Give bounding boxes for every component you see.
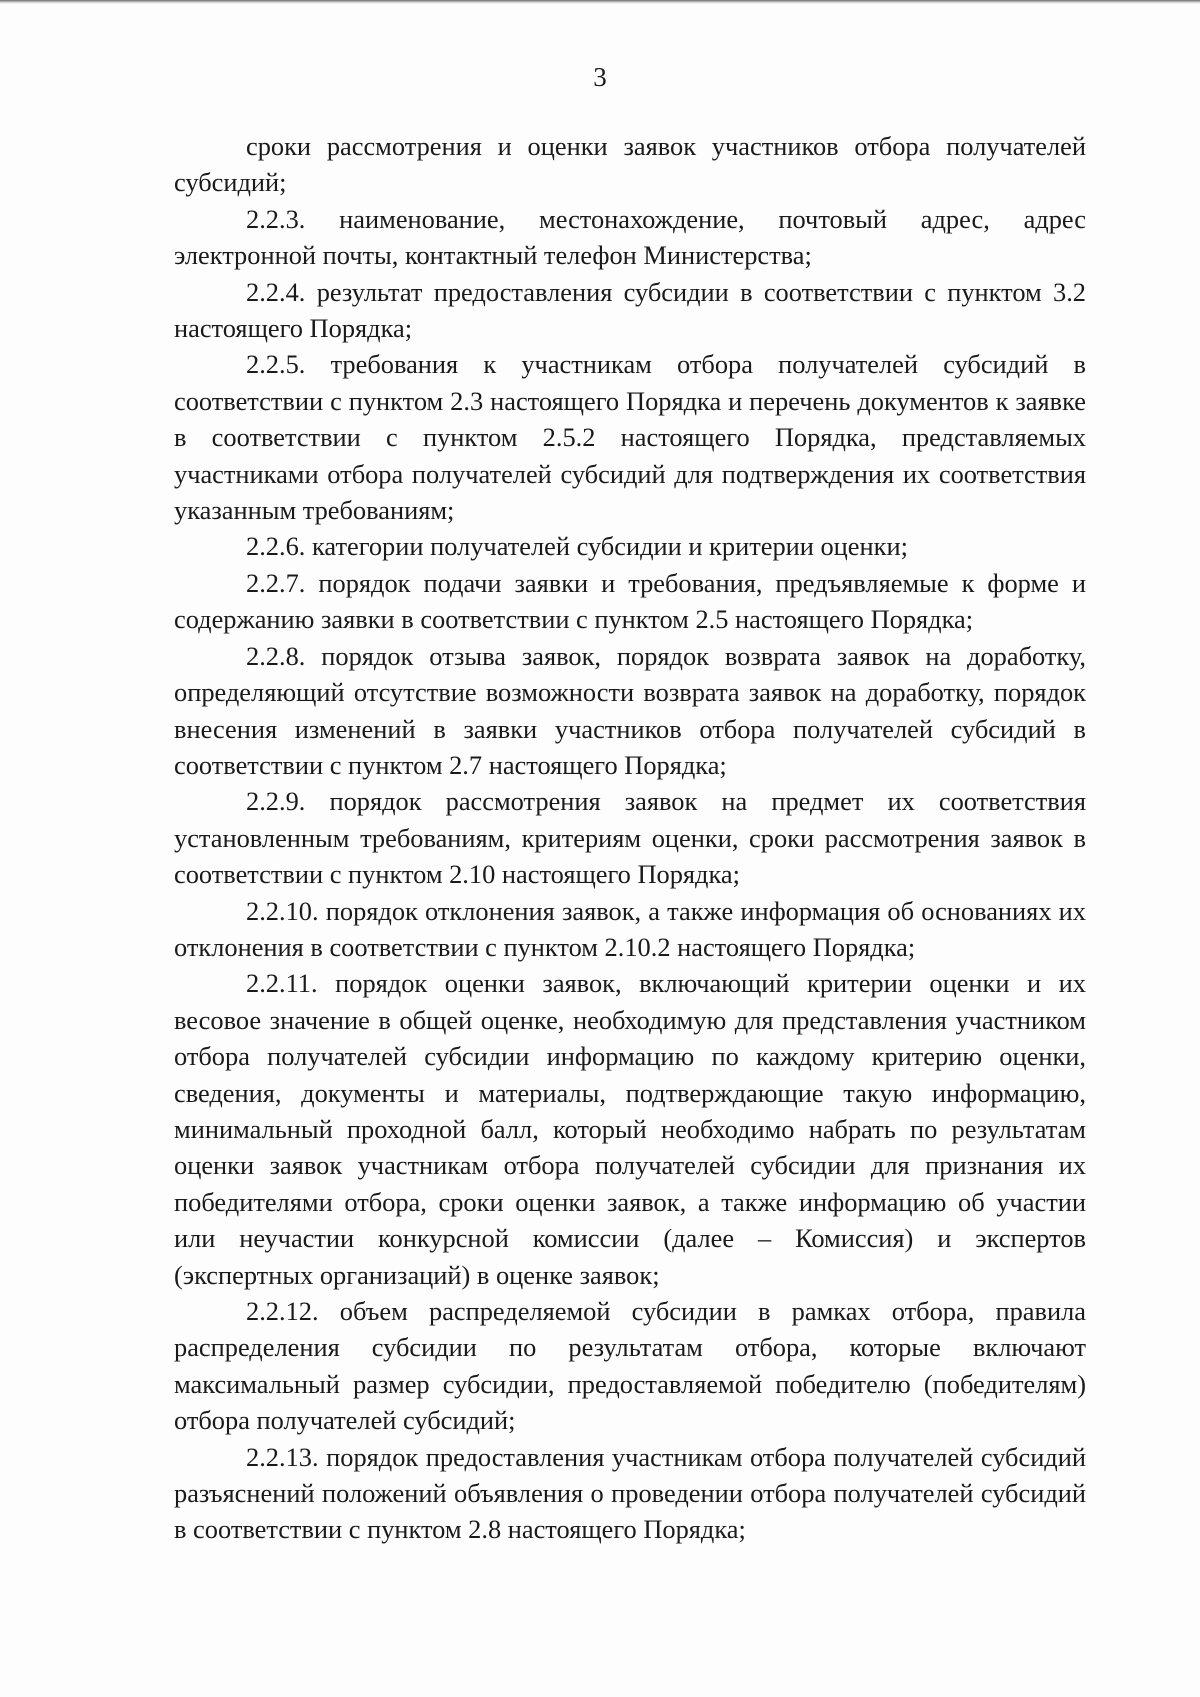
scan-top-edge (0, 0, 1200, 4)
clause-number: 2.2.11. (246, 968, 318, 999)
clause-2-2-8 (174, 638, 1086, 784)
page-number: 3 (593, 62, 607, 92)
clause-2-2-6 (174, 528, 1086, 564)
clause-number: 2.2.10. (246, 895, 319, 926)
clause-text: порядок оценки заявок, включающий критерии оценки и их весовое значение в общей оценке, необходимую для представления участником отбора получателей субсидии информацию по каждому критерию оценки, сведения, документы и материалы, подтверждающие такую информацию, минимальный проходной балл, который необходимо набрать по результатам оценки заявок участникам отбора получателей субсидии для признания их победителями отбора, сроки оценки заявок, а также информацию об участии или неучастии конкурсной комиссии (далее – Комиссия) и экспертов (экспертных организаций) в оценке заявок; (174, 968, 1086, 1290)
paragraph-text: сроки рассмотрения и оценки заявок участников отбора получателей субсидий; (174, 131, 1086, 198)
clause-text: порядок отклонения заявок, а также информация об основаниях их отклонения в соответствии с пунктом 2.10.2 настоящего Порядка; (174, 895, 1086, 962)
clause-2-2-5 (174, 346, 1086, 528)
clause-number: 2.2.3. (246, 203, 306, 234)
clause-2-2-13 (174, 1439, 1086, 1548)
clause-text: порядок рассмотрения заявок на предмет их соответствия установленным требованиям, критериям оценки, сроки рассмотрения заявок в соответствии с пунктом 2.10 настоящего Порядка; (174, 786, 1086, 890)
clause-text: требования к участникам отбора получателей субсидий в соответствии с пунктом 2.3 настоящего Порядка и перечень документов к заявке в соответствии с пунктом 2.5.2 настоящего Порядка, представляемых участниками отбора получателей субсидий для подтверждения их соответствия указанным требованиям; (174, 349, 1086, 526)
clause-2-2-11 (174, 965, 1086, 1293)
clause-number: 2.2.13. (246, 1441, 319, 1472)
clause-number: 2.2.8. (246, 640, 306, 671)
clause-number: 2.2.9. (246, 786, 306, 817)
clause-number: 2.2.7. (246, 567, 306, 598)
clause-number: 2.2.5. (246, 349, 306, 380)
paragraph-continuation (174, 128, 1086, 201)
clause-text: порядок отзыва заявок, порядок возврата заявок на доработку, определяющий отсутствие возможности возврата заявок на доработку, порядок внесения изменений в заявки участников отбора получателей субсидий в соответствии с пунктом 2.7 настоящего Порядка; (174, 640, 1086, 780)
clause-text: результат предоставления субсидии в соответствии с пунктом 3.2 настоящего Порядка; (174, 276, 1086, 344)
clause-2-2-9 (174, 783, 1086, 892)
clause-number: 2.2.6. (246, 531, 306, 562)
clause-text: наименование, местонахождение, почтовый адрес, адрес электронной почты, контактный телефон Министерства; (174, 203, 1086, 271)
clause-2-2-4 (174, 274, 1086, 347)
clause-text: порядок предоставления участникам отбора получателей субсидий разъяснений положений объявления о проведении отбора получателей субсидий в соответствии с пунктом 2.8 настоящего Порядка; (174, 1441, 1086, 1545)
clause-text: категории получателей субсидии и критерии оценки; (312, 531, 908, 562)
clause-2-2-7 (174, 565, 1086, 638)
clause-number: 2.2.4. (246, 276, 306, 307)
clause-2-2-3 (174, 201, 1086, 274)
clause-number: 2.2.12. (246, 1296, 319, 1326)
clause-text: порядок подачи заявки и требования, предъявляемые к форме и содержанию заявки в соответствии с пунктом 2.5 настоящего Порядка; (174, 567, 1086, 635)
document-body (174, 128, 1086, 1548)
clause-2-2-12 (174, 1293, 1086, 1439)
clause-2-2-10 (174, 893, 1086, 966)
clause-text: объем распределяемой субсидии в рамках отбора, правила распределения субсидии по результатам отбора, которые включают максимальный размер субсидии, предоставляемой победителю (победителям) отбора получателей субсидий; (174, 1296, 1086, 1436)
